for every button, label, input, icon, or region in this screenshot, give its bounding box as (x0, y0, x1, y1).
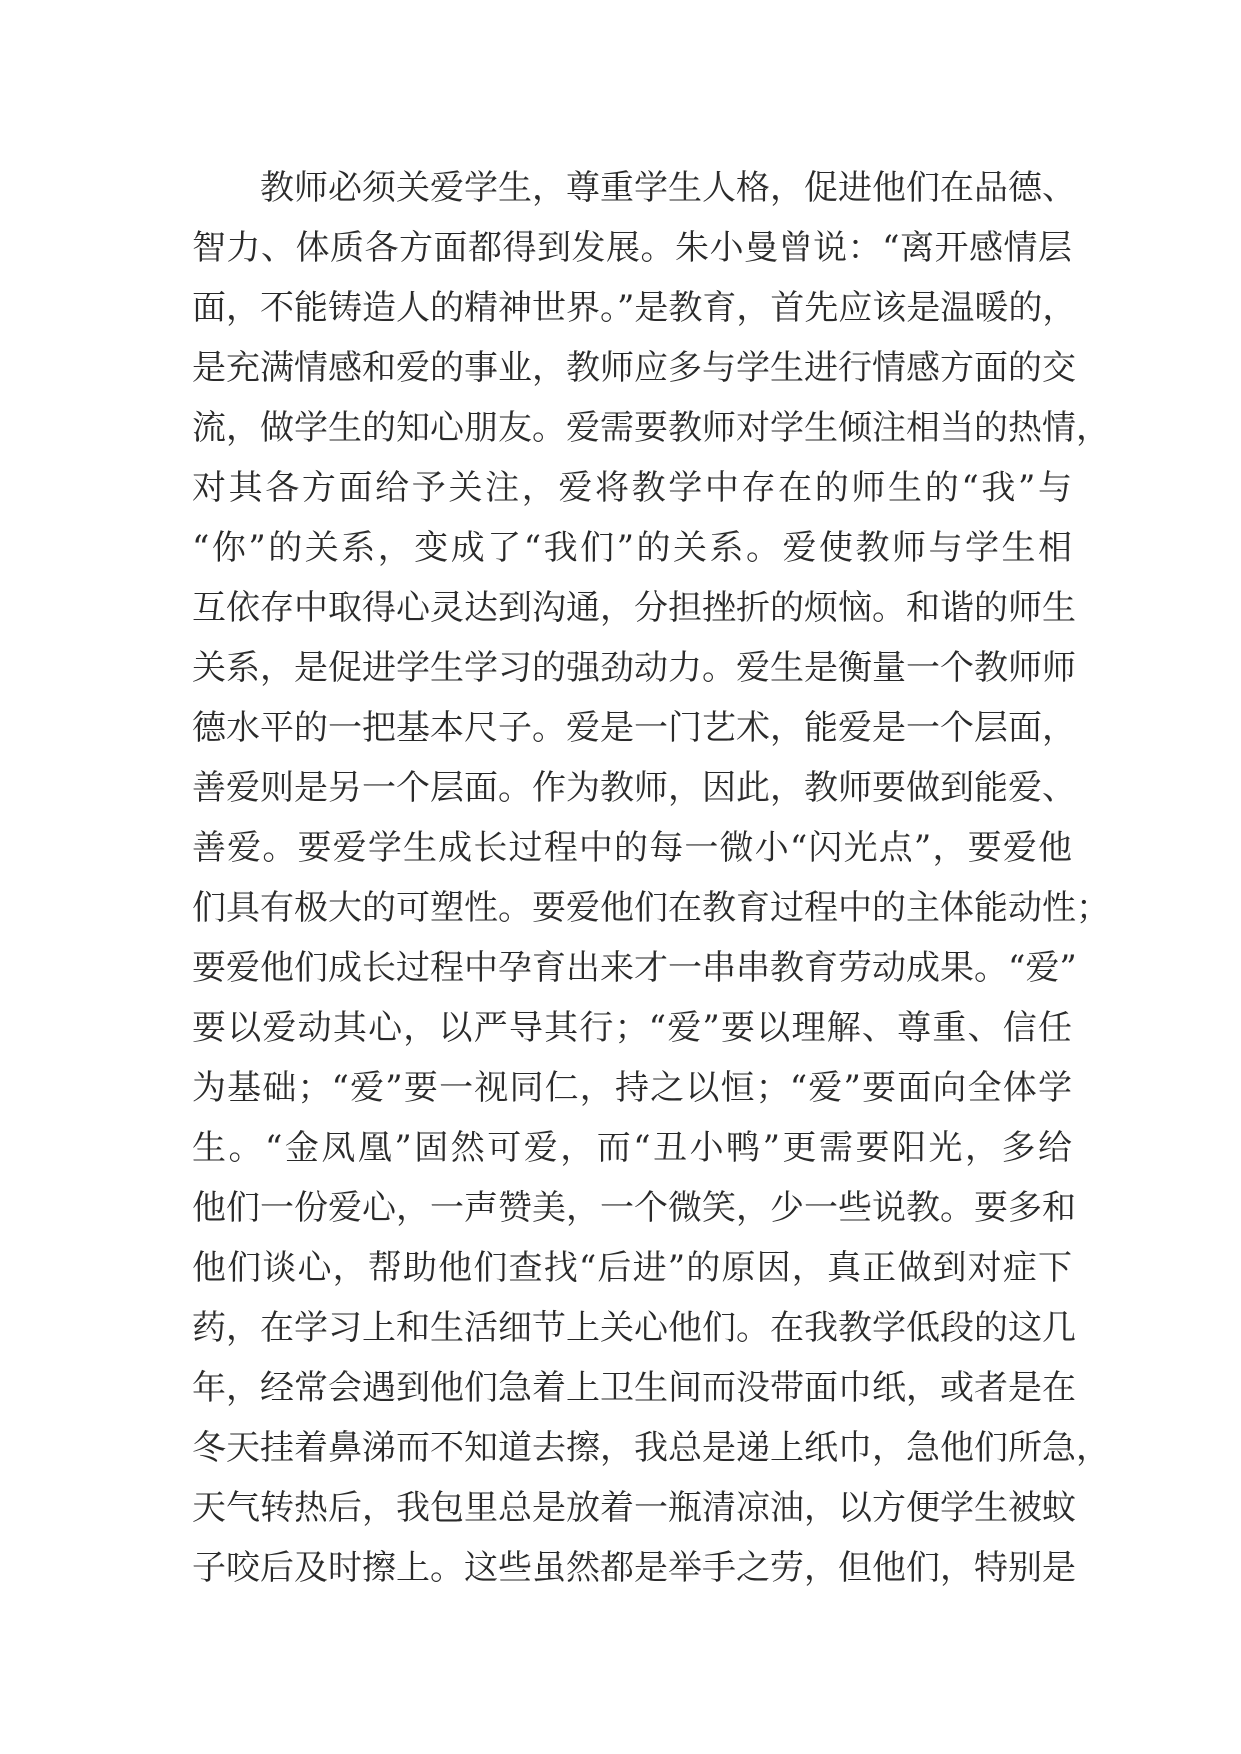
body-paragraph (192, 158, 1110, 1598)
text-line: 善爱。要爱学生成长过程中的每一微小“闪光点”，要爱他 (192, 828, 1072, 868)
text-line: 药，在学习上和生活细节上关心他们。在我教学低段的这几 (192, 1308, 1076, 1348)
text-line: “你”的关系，变成了“我们”的关系。爱使教师与学生相 (192, 528, 1072, 568)
text-line: 天气转热后，我包里总是放着一瓶清凉油，以方便学生被蚊 (192, 1488, 1076, 1528)
text-line: 智力、体质各方面都得到发展。朱小曼曾说：“离开感情层 (192, 228, 1072, 268)
text-line: 善爱则是另一个层面。作为教师，因此，教师要做到能爱、 (192, 768, 1076, 808)
text-line: 生。“金凤凰”固然可爱，而“丑小鸭”更需要阳光，多给 (192, 1128, 1072, 1168)
text-line: 关系，是促进学生学习的强劲动力。爱生是衡量一个教师师 (192, 648, 1076, 688)
text-line: 冬天挂着鼻涕而不知道去擦，我总是递上纸巾，急他们所急， (192, 1428, 1110, 1468)
text-line: 德水平的一把基本尺子。爱是一门艺术，能爱是一个层面， (192, 708, 1076, 748)
text-line: 是充满情感和爱的事业，教师应多与学生进行情感方面的交 (192, 348, 1076, 388)
text-line: 对其各方面给予关注，爱将教学中存在的师生的“我”与 (192, 468, 1072, 508)
text-line: 们具有极大的可塑性。要爱他们在教育过程中的主体能动性； (192, 888, 1110, 928)
text-line: 互依存中取得心灵达到沟通，分担挫折的烦恼。和谐的师生 (192, 588, 1076, 628)
text-line: 面，不能铸造人的精神世界。”是教育，首先应该是温暖的， (192, 288, 1077, 328)
text-line: 他们一份爱心，一声赞美，一个微笑，少一些说教。要多和 (192, 1188, 1076, 1228)
text-line: 教师必须关爱学生，尊重学生人格，促进他们在品德、 (260, 168, 1076, 208)
text-line: 他们谈心，帮助他们查找“后进”的原因，真正做到对症下 (192, 1248, 1072, 1288)
text-line: 子咬后及时擦上。这些虽然都是举手之劳，但他们，特别是 (192, 1548, 1076, 1588)
text-line: 流，做学生的知心朋友。爱需要教师对学生倾注相当的热情， (192, 408, 1110, 448)
text-line: 为基础；“爱”要一视同仁，持之以恒；“爱”要面向全体学 (192, 1068, 1072, 1108)
text-line: 年，经常会遇到他们急着上卫生间而没带面巾纸，或者是在 (192, 1368, 1076, 1408)
text-line: 要爱他们成长过程中孕育出来才一串串教育劳动成果。“爱” (192, 948, 1077, 988)
text-line: 要以爱动其心，以严导其行；“爱”要以理解、尊重、信任 (192, 1008, 1072, 1048)
